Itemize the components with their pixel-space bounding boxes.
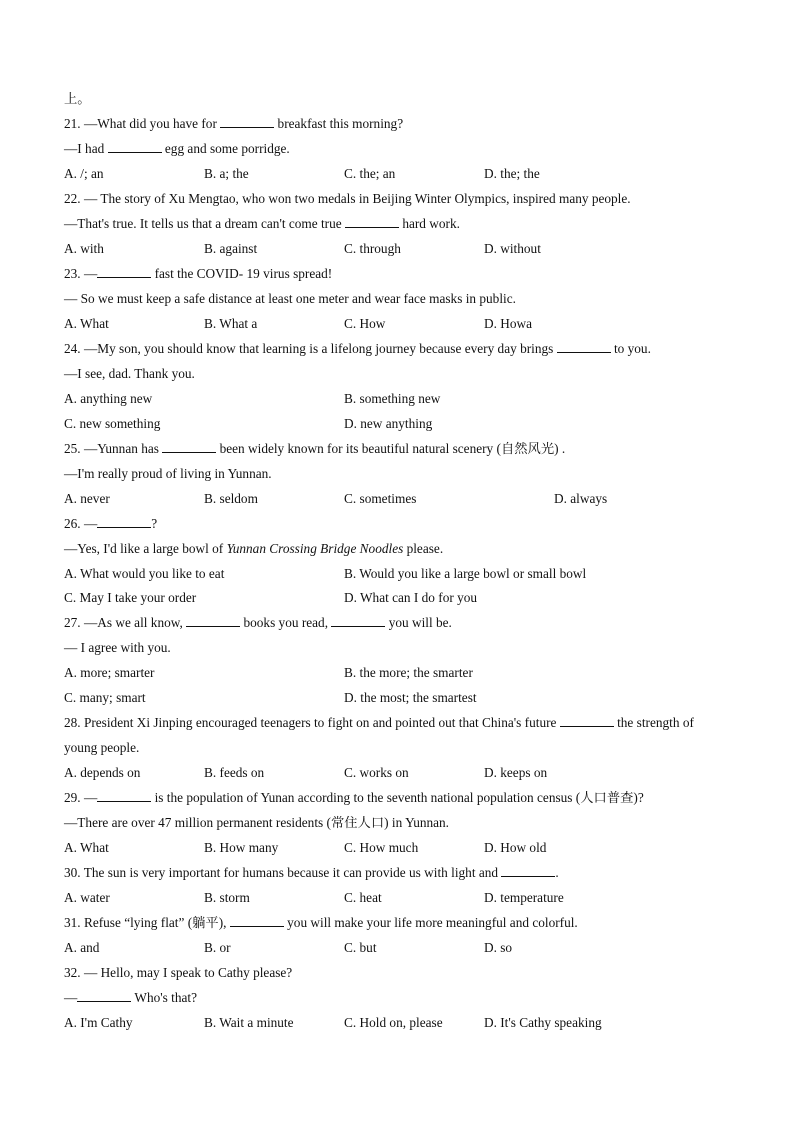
question-25: 25. —Yunnan has been widely known for its beautiful natural scenery (自然风光) . bbox=[64, 441, 566, 456]
option-a: A. water bbox=[64, 890, 110, 905]
option-b: B. storm bbox=[204, 890, 250, 905]
question-28-continued: young people. bbox=[64, 740, 140, 755]
question-29: 29. — is the population of Yunan according to the seventh national population census (人口普查)? bbox=[64, 790, 644, 805]
question-30: 30. The sun is very important for humans because it can provide us with light and . bbox=[64, 865, 559, 880]
option-c: C. How much bbox=[344, 840, 419, 855]
option-c: C. new something bbox=[64, 416, 161, 431]
question-22-reply: —That's true. It tells us that a dream can't come true hard work. bbox=[64, 216, 460, 231]
question-number: 27. bbox=[64, 615, 81, 630]
option-c: C. May I take your order bbox=[64, 590, 197, 605]
option-c: C. heat bbox=[344, 890, 382, 905]
option-b: B. Wait a minute bbox=[204, 1015, 294, 1030]
question-number: 23. bbox=[64, 266, 81, 281]
option-d: D. temperature bbox=[484, 890, 564, 905]
question-23-reply: — So we must keep a safe distance at least one meter and wear face masks in public. bbox=[64, 291, 516, 306]
answer-blank bbox=[331, 613, 385, 627]
answer-blank bbox=[560, 713, 614, 727]
question-24-reply: —I see, dad. Thank you. bbox=[64, 366, 195, 381]
option-b: B. feeds on bbox=[204, 765, 265, 780]
option-d: D. the; the bbox=[484, 166, 540, 181]
option-d: D. so bbox=[484, 940, 513, 955]
option-d: D. without bbox=[484, 241, 541, 256]
option-a: A. I'm Cathy bbox=[64, 1015, 133, 1030]
question-22: 22. — The story of Xu Mengtao, who won two medals in Beijing Winter Olympics, inspired many people. bbox=[64, 191, 631, 206]
question-number: 30. bbox=[64, 865, 81, 880]
question-24: 24. —My son, you should know that learning is a lifelong journey because every day brings to you. bbox=[64, 341, 651, 356]
intro-text: 上。 bbox=[64, 91, 91, 106]
answer-blank bbox=[97, 788, 151, 802]
question-number: 22. bbox=[64, 191, 81, 206]
option-d: D. the most; the smartest bbox=[344, 690, 477, 705]
option-c: C. works on bbox=[344, 765, 409, 780]
option-d: D. How old bbox=[484, 840, 547, 855]
question-21-reply: —I had egg and some porridge. bbox=[64, 141, 290, 156]
question-26-reply: —Yes, I'd like a large bowl of Yunnan Crossing Bridge Noodles please. bbox=[64, 541, 444, 556]
question-28: 28. President Xi Jinping encouraged teenagers to fight on and pointed out that China's future the strength of bbox=[64, 715, 694, 730]
question-31: 31. Refuse “lying flat” (躺平), you will make your life more meaningful and colorful. bbox=[64, 915, 578, 930]
question-25-reply: —I'm really proud of living in Yunnan. bbox=[64, 466, 272, 481]
answer-blank bbox=[108, 139, 162, 153]
option-c: C. many; smart bbox=[64, 690, 146, 705]
answer-blank bbox=[162, 439, 216, 453]
question-number: 31. bbox=[64, 915, 81, 930]
option-d: D. always bbox=[554, 491, 608, 506]
question-number: 32. bbox=[64, 965, 81, 980]
answer-blank bbox=[557, 339, 611, 353]
question-number: 25. bbox=[64, 441, 81, 456]
option-a: A. never bbox=[64, 491, 110, 506]
answer-blank bbox=[97, 514, 151, 528]
option-c: C. but bbox=[344, 940, 377, 955]
question-27-reply: — I agree with you. bbox=[64, 640, 171, 655]
option-a: A. depends on bbox=[64, 765, 141, 780]
question-23: 23. — fast the COVID- 19 virus spread! bbox=[64, 266, 333, 281]
option-b: B. How many bbox=[204, 840, 279, 855]
question-26: 26. — ? bbox=[64, 516, 158, 531]
question-number: 21. bbox=[64, 116, 81, 131]
option-b: B. a; the bbox=[204, 166, 249, 181]
question-21: 21. —What did you have for breakfast this morning? bbox=[64, 116, 404, 131]
option-a: A. anything new bbox=[64, 391, 153, 406]
question-27: 27. —As we all know, books you read, you will be. bbox=[64, 615, 452, 630]
option-b: B. against bbox=[204, 241, 258, 256]
answer-blank bbox=[220, 114, 274, 128]
option-b: B. seldom bbox=[204, 491, 258, 506]
option-b: B. the more; the smarter bbox=[344, 665, 473, 680]
question-number: 24. bbox=[64, 341, 81, 356]
answer-blank bbox=[77, 988, 131, 1002]
answer-blank bbox=[97, 264, 151, 278]
question-29-reply: —There are over 47 million permanent residents (常住人口) in Yunnan. bbox=[64, 815, 450, 830]
option-d: D. Howa bbox=[484, 316, 533, 331]
question-number: 28. bbox=[64, 715, 81, 730]
option-d: D. It's Cathy speaking bbox=[484, 1015, 602, 1030]
option-b: B. something new bbox=[344, 391, 441, 406]
option-c: C. How bbox=[344, 316, 386, 331]
option-b: B. Would you like a large bowl or small bowl bbox=[344, 566, 587, 581]
question-number: 26. bbox=[64, 516, 81, 531]
answer-blank bbox=[230, 913, 284, 927]
option-c: C. Hold on, please bbox=[344, 1015, 443, 1030]
option-a: A. What bbox=[64, 316, 109, 331]
option-c: C. through bbox=[344, 241, 401, 256]
answer-blank bbox=[501, 863, 555, 877]
option-a: A. with bbox=[64, 241, 104, 256]
option-b: B. or bbox=[204, 940, 231, 955]
answer-blank bbox=[345, 214, 399, 228]
option-b: B. What a bbox=[204, 316, 258, 331]
option-a: A. What bbox=[64, 840, 109, 855]
question-number: 29. bbox=[64, 790, 81, 805]
question-32: 32. — Hello, may I speak to Cathy please? bbox=[64, 965, 293, 980]
answer-blank bbox=[186, 613, 240, 627]
option-c: C. sometimes bbox=[344, 491, 417, 506]
option-a: A. What would you like to eat bbox=[64, 566, 225, 581]
option-d: D. keeps on bbox=[484, 765, 548, 780]
option-d: D. new anything bbox=[344, 416, 433, 431]
option-d: D. What can I do for you bbox=[344, 590, 478, 605]
option-a: A. /; an bbox=[64, 166, 104, 181]
option-a: A. and bbox=[64, 940, 100, 955]
option-a: A. more; smarter bbox=[64, 665, 155, 680]
option-c: C. the; an bbox=[344, 166, 396, 181]
question-32-reply: — Who's that? bbox=[64, 990, 197, 1005]
